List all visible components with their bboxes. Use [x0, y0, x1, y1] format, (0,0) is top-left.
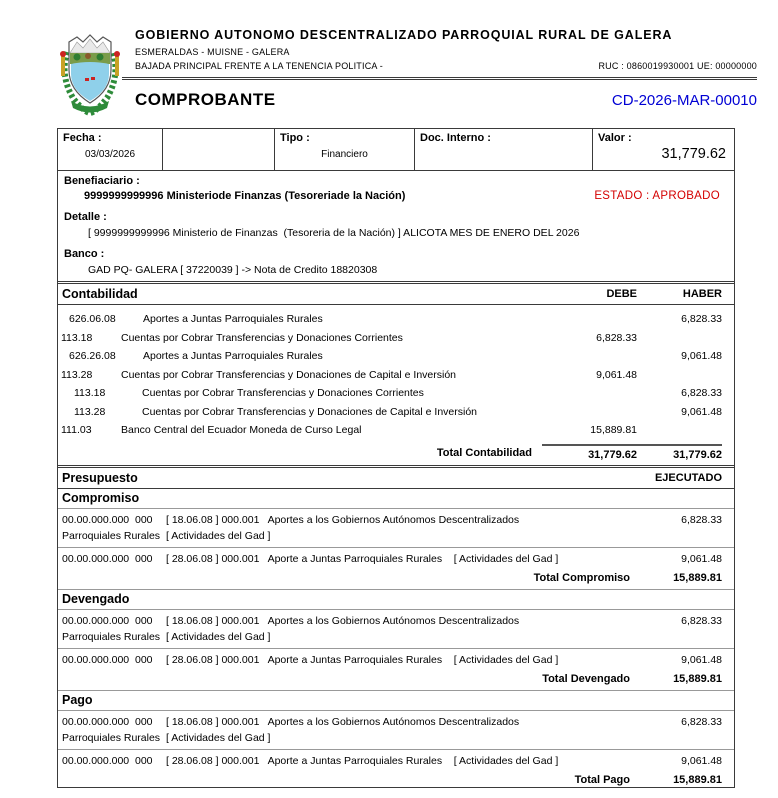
account-desc: Cuentas por Cobrar Transferencias y Donaciones de Capital e Inversión — [121, 368, 457, 381]
budget-code: 00.00.000.000 000 — [62, 552, 153, 565]
budget-value: 9,061.48 — [681, 653, 722, 666]
account-desc: Aportes a Juntas Parroquiales Rurales — [143, 350, 323, 363]
pago-section — [58, 690, 734, 791]
org-address: BAJADA PRINCIPAL FRENTE A LA TENENCIA POLITICA - — [135, 61, 384, 71]
account-desc: Cuentas por Cobrar Transferencias y Donaciones Corrientes — [121, 331, 403, 344]
budget-detail: [ 28.06.08 ] 000.001 Aporte a Juntas Parroquiales Rurales [ Actividades del Gad ] — [166, 754, 559, 767]
budget-entry — [58, 749, 734, 772]
banco-block — [58, 244, 734, 281]
devengado-total-value: 15,889.81 — [673, 672, 722, 685]
budget-value: 9,061.48 — [681, 754, 722, 767]
tipo-value: Financiero — [321, 149, 368, 160]
budget-code: 00.00.000.000 000 — [62, 715, 153, 728]
budget-entry — [58, 509, 734, 547]
budget-value-spacer — [642, 528, 722, 544]
contabilidad-rows — [58, 305, 734, 440]
budget-detail-cont: [ Actividades del Gad ] — [166, 630, 271, 643]
budget-code-cont: Parroquiales Rurales — [62, 630, 161, 643]
table-row — [58, 403, 734, 422]
budget-entry — [58, 547, 734, 570]
account-desc: Cuentas por Cobrar Transferencias y Donaciones Corrientes — [142, 387, 424, 400]
table-row — [58, 310, 734, 329]
pago-total-label: Total Pago — [574, 773, 630, 786]
pago-total-value: 15,889.81 — [673, 773, 722, 786]
valor-cell — [593, 129, 734, 170]
detalle-block — [58, 207, 734, 244]
budget-value: 6,828.33 — [681, 715, 722, 728]
debe-value: 6,828.33 — [596, 331, 637, 344]
empty-cell — [163, 129, 275, 170]
valor-label: Valor : — [598, 132, 632, 144]
budget-code: 00.00.000.000 000 — [62, 614, 153, 627]
total-haber-value: 31,779.62 — [673, 448, 722, 461]
beneficiario-value: 9999999999996 Ministeriode Finanzas (Tesoreriade la Nación) — [84, 190, 406, 202]
haber-value: 6,828.33 — [681, 313, 722, 326]
budget-detail-cont: [ Actividades del Gad ] — [166, 529, 271, 542]
contabilidad-total-row — [58, 442, 734, 465]
table-row — [58, 366, 734, 385]
devengado-total-label: Total Devengado — [542, 672, 630, 685]
budget-entry-line — [58, 714, 734, 730]
document-header — [58, 28, 758, 110]
haber-column-header: HABER — [682, 288, 722, 300]
account-code: 113.18 — [74, 387, 106, 400]
org-address-row — [135, 61, 757, 71]
org-location: ESMERALDAS - MUISNE - GALERA — [135, 47, 290, 57]
budget-detail: [ 18.06.08 ] 000.001 Aportes a los Gobiernos Autónomos Descentralizados — [166, 715, 520, 728]
estado-badge: ESTADO : APROBADO — [594, 190, 720, 202]
budget-value-spacer — [642, 629, 722, 645]
haber-value: 9,061.48 — [681, 350, 722, 363]
fecha-label: Fecha : — [63, 132, 102, 144]
haber-value: 9,061.48 — [681, 405, 722, 418]
budget-entry — [58, 610, 734, 648]
budget-detail: [ 18.06.08 ] 000.001 Aportes a los Gobiernos Autónomos Descentralizados — [166, 614, 520, 627]
document-body — [57, 128, 735, 788]
presupuesto-title: Presupuesto — [62, 470, 138, 485]
beneficiario-block — [58, 171, 734, 207]
banco-value: GAD PQ- GALERA [ 37220039 ] -> Nota de Credito 18820308 — [88, 264, 378, 276]
budget-value-spacer — [642, 730, 722, 746]
fecha-value: 03/03/2026 — [84, 149, 136, 160]
devengado-section — [58, 589, 734, 690]
contabilidad-header — [58, 284, 734, 305]
budget-value: 6,828.33 — [681, 513, 722, 526]
account-code: 111.03 — [61, 424, 92, 437]
compromiso-total-row — [58, 570, 734, 589]
tipo-cell — [275, 129, 415, 170]
devengado-total-row — [58, 671, 734, 690]
budget-code: 00.00.000.000 000 — [62, 653, 153, 666]
budget-entry-line — [58, 753, 734, 769]
budget-entry-line — [58, 512, 734, 528]
account-code: 113.18 — [61, 331, 93, 344]
table-row — [58, 329, 734, 348]
account-desc: Aportes a Juntas Parroquiales Rurales — [143, 313, 323, 326]
compromiso-section — [58, 489, 734, 589]
budget-entry-line — [58, 613, 734, 629]
devengado-title: Devengado — [58, 590, 734, 610]
beneficiario-label: Benefiaciario : — [64, 175, 140, 187]
budget-entry-line-cont — [58, 528, 734, 544]
account-code: 113.28 — [74, 405, 106, 418]
pago-title: Pago — [58, 691, 734, 711]
pago-total-row — [58, 772, 734, 791]
title-row — [135, 90, 757, 110]
debe-value: 9,061.48 — [596, 368, 637, 381]
doc-interno-cell — [415, 129, 593, 170]
compromiso-total-value: 15,889.81 — [673, 571, 722, 584]
detalle-value: [ 9999999999996 Ministerio de Finanzas (Tesoreria de la Nación) ] ALICOTA MES DE ENERO DEL 2026 — [88, 227, 580, 239]
ejecutado-column-header: EJECUTADO — [654, 471, 722, 484]
budget-detail-cont: [ Actividades del Gad ] — [166, 731, 271, 744]
debe-column-header: DEBE — [606, 288, 637, 300]
coat-of-arms-icon — [58, 30, 122, 118]
document-number: CD-2026-MAR-00010 — [611, 92, 757, 109]
budget-entry-line — [58, 652, 734, 668]
fecha-cell — [58, 129, 163, 170]
table-row — [58, 421, 734, 440]
budget-code-cont: Parroquiales Rurales — [62, 731, 161, 744]
header-text-block — [135, 28, 757, 110]
budget-value: 9,061.48 — [681, 552, 722, 565]
org-ruc: RUC : 0860019930001 UE: 00000000 — [598, 61, 757, 71]
org-name: GOBIERNO AUTONOMO DESCENTRALIZADO PARROQUIAL RURAL DE GALERA — [135, 28, 673, 42]
valor-value: 31,779.62 — [661, 146, 726, 162]
budget-detail: [ 18.06.08 ] 000.001 Aportes a los Gobiernos Autónomos Descentralizados — [166, 513, 520, 526]
budget-code: 00.00.000.000 000 — [62, 754, 153, 767]
compromiso-total-label: Total Compromiso — [533, 571, 630, 584]
account-code: 113.28 — [61, 368, 93, 381]
contabilidad-total-values — [542, 444, 722, 461]
coat-of-arms-logo — [58, 30, 122, 118]
tipo-label: Tipo : — [280, 132, 310, 144]
haber-value: 6,828.33 — [681, 387, 722, 400]
account-code: 626.06.08 — [69, 313, 116, 326]
budget-code: 00.00.000.000 000 — [62, 513, 153, 526]
account-code: 626.26.08 — [69, 350, 116, 363]
account-desc: Banco Central del Ecuador Moneda de Curso Legal — [121, 424, 362, 437]
document-title: COMPROBANTE — [135, 90, 276, 109]
contabilidad-title: Contabilidad — [62, 287, 138, 301]
compromiso-title: Compromiso — [58, 489, 734, 509]
detalle-label: Detalle : — [64, 211, 107, 223]
doc-interno-label: Doc. Interno : — [420, 132, 491, 144]
total-debe-value: 31,779.62 — [588, 448, 637, 461]
banco-label: Banco : — [64, 248, 105, 260]
header-divider — [122, 77, 757, 80]
budget-entry — [58, 711, 734, 749]
account-desc: Cuentas por Cobrar Transferencias y Donaciones de Capital e Inversión — [142, 405, 478, 418]
budget-entry — [58, 648, 734, 671]
budget-code-cont: Parroquiales Rurales — [62, 529, 161, 542]
budget-detail: [ 28.06.08 ] 000.001 Aporte a Juntas Parroquiales Rurales [ Actividades del Gad ] — [166, 552, 559, 565]
debe-value: 15,889.81 — [590, 424, 637, 437]
beneficiario-line — [64, 190, 728, 202]
budget-detail: [ 28.06.08 ] 000.001 Aporte a Juntas Parroquiales Rurales [ Actividades del Gad ] — [166, 653, 559, 666]
table-row — [58, 347, 734, 366]
presupuesto-header — [58, 468, 734, 489]
budget-entry-line-cont — [58, 629, 734, 645]
info-row — [58, 129, 734, 171]
budget-entry-line — [58, 551, 734, 567]
table-row — [58, 384, 734, 403]
contabilidad-total-label: Total Contabilidad — [436, 446, 532, 459]
budget-entry-line-cont — [58, 730, 734, 746]
budget-value: 6,828.33 — [681, 614, 722, 627]
